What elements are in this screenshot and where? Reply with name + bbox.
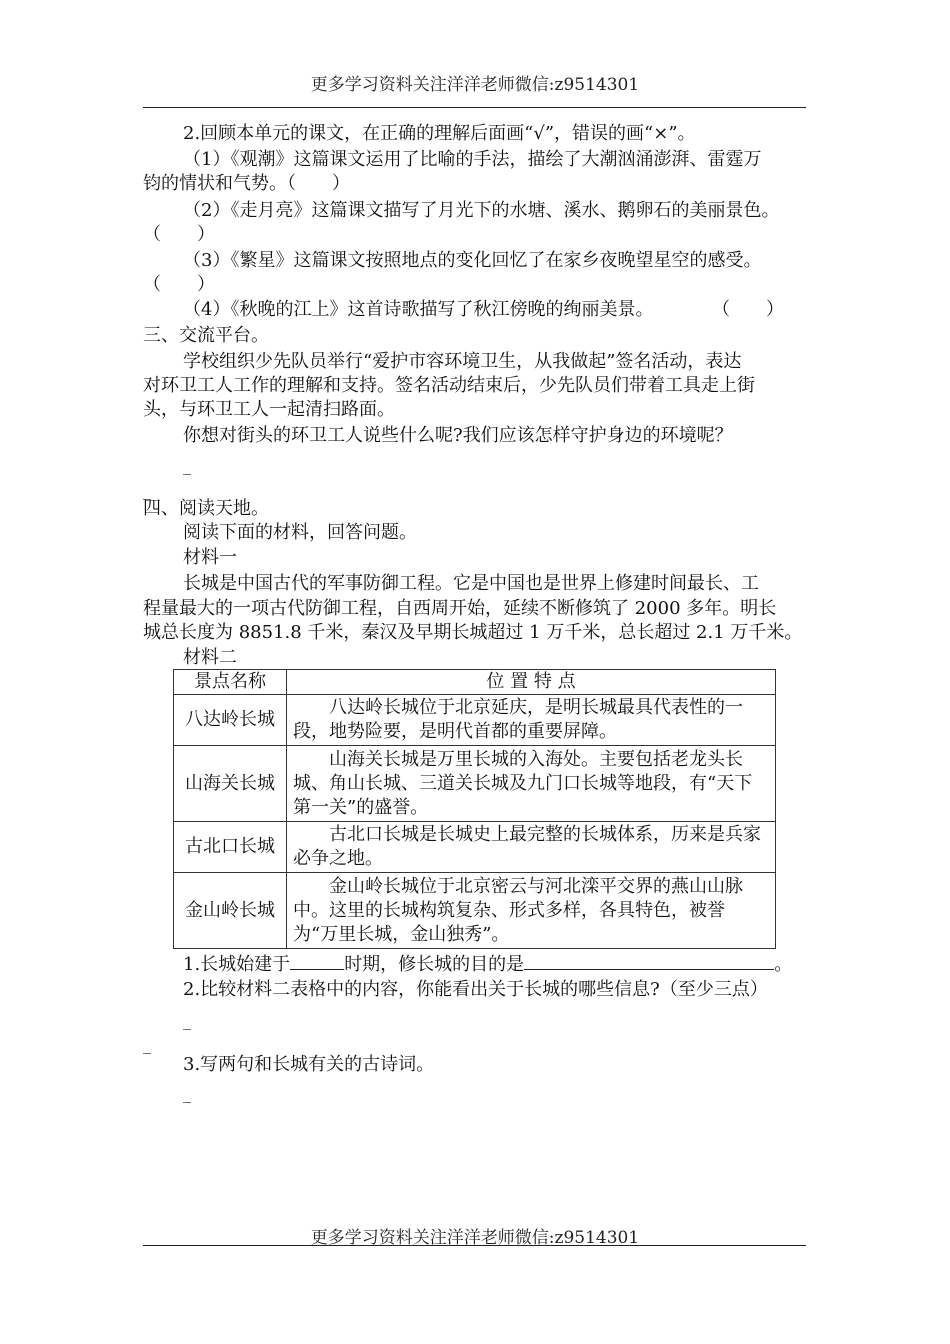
- site-description: 八达岭长城位于北京延庆，是明长城最具代表性的一段，地势险要，是明代首都的重要屏障。: [287, 695, 776, 746]
- q2-item3-line2: （ ）: [143, 274, 215, 295]
- section3-question: 你想对街头的环卫工人说些什么呢?我们应该怎样守护身边的环境呢？: [183, 425, 733, 446]
- site-name: 山海关长城: [174, 746, 287, 822]
- answer-line[interactable]: _: [183, 456, 191, 475]
- q2-item2-line1: （2）《走月亮》这篇课文描写了月光下的水塘、溪水、鹅卵石的美丽景色。: [183, 200, 780, 221]
- q1-end: 。: [774, 954, 793, 975]
- site-name: 金山岭长城: [174, 873, 287, 949]
- q2-item4: （4）《秋晚的江上》这首诗歌描写了秋江傍晚的绚丽美景。: [183, 299, 654, 320]
- answer-line[interactable]: _: [183, 1011, 191, 1030]
- q2-item1-line2: 钧的情状和气势。（ ）: [143, 173, 350, 194]
- site-description: 古北口长城是长城史上最完整的长城体系，历来是兵家必争之地。: [287, 822, 776, 873]
- site-name: 古北口长城: [174, 822, 287, 873]
- answer-line[interactable]: _: [143, 1035, 151, 1054]
- answer-line[interactable]: _: [143, 481, 151, 500]
- header-rule: [143, 107, 806, 108]
- material1-line2: 程量最大的一项古代防御工程，自西周开始，延续不断修筑了 2000 多年。明长: [143, 598, 777, 619]
- section3-para-line1: 学校组织少先队员举行“爱护市容环境卫生，从我做起”签名活动，表达: [183, 351, 742, 372]
- great-wall-table: [173, 669, 776, 949]
- section3-heading: 三、交流平台。: [143, 325, 269, 346]
- q1-line: [183, 953, 792, 977]
- q2-item2-line2: （ ）: [143, 224, 215, 245]
- q2-item4-paren: （ ）: [712, 299, 784, 320]
- table-header-name: 景点名称: [174, 670, 287, 695]
- section3-para-line2: 对环卫工人工作的理解和支持。签名活动结束后，少先队员们带着工具走上街: [143, 375, 755, 396]
- q2-question: 2.比较材料二表格中的内容，你能看出关于长城的哪些信息?（至少三点）: [183, 979, 768, 1000]
- blank-period-input[interactable]: [290, 953, 344, 970]
- page-footer: 更多学习资料关注洋洋老师微信:z9514301: [310, 1228, 640, 1248]
- section4-heading: 四、阅读天地。: [143, 498, 269, 519]
- site-name: 八达岭长城: [174, 695, 287, 746]
- q2-item3-line1: （3）《繁星》这篇课文按照地点的变化回忆了在家乡夜晚望星空的感受。: [183, 250, 762, 271]
- material1-title: 材料一: [183, 547, 237, 568]
- section4-instruction: 阅读下面的材料，回答问题。: [183, 522, 417, 543]
- table-header-features: 位 置 特 点: [287, 670, 776, 695]
- q2-title: 2.回顾本单元的课文，在正确的理解后面画“√”，错误的画“×”。: [183, 123, 696, 144]
- table-row: [174, 695, 776, 746]
- material1-line3: 城总长度为 8851.8 千米，秦汉及早期长城超过 1 万千米，总长超过 2.1 万千米。: [143, 622, 803, 643]
- table-row: [174, 746, 776, 822]
- material1-line1: 长城是中国古代的军事防御工程。它是中国也是世界上修建时间最长、工: [183, 573, 759, 594]
- site-description: 山海关长城是万里长城的入海处。主要包括老龙头长城、角山长城、三道关长城及九门口长城等地段，有“天下第一关”的盛誉。: [287, 746, 776, 822]
- q2-item1-line1: （1）《观潮》这篇课文运用了比喻的手法，描绘了大潮汹涌澎湃、雷霆万: [183, 149, 762, 170]
- blank-purpose-input[interactable]: [524, 953, 774, 970]
- page-header: 更多学习资料关注洋洋老师微信:z9514301: [310, 75, 640, 95]
- table-row: [174, 873, 776, 949]
- section3-para-line3: 头，与环卫工人一起清扫路面。: [143, 399, 395, 420]
- table-header-row: [174, 670, 776, 695]
- site-description: 金山岭长城位于北京密云与河北滦平交界的燕山山脉中。这里的长城构筑复杂、形式多样，各具特色，被誉为“万里长城，金山独秀”。: [287, 873, 776, 949]
- answer-line[interactable]: _: [183, 1084, 191, 1103]
- q3-question: 3.写两句和长城有关的古诗词。: [183, 1054, 435, 1075]
- table-row: [174, 822, 776, 873]
- q1-prefix: 1.长城始建于: [183, 954, 291, 975]
- material2-title: 材料二: [183, 647, 237, 668]
- footer-rule: [143, 1245, 806, 1246]
- q1-middle: 时期，修长城的目的是: [344, 954, 525, 975]
